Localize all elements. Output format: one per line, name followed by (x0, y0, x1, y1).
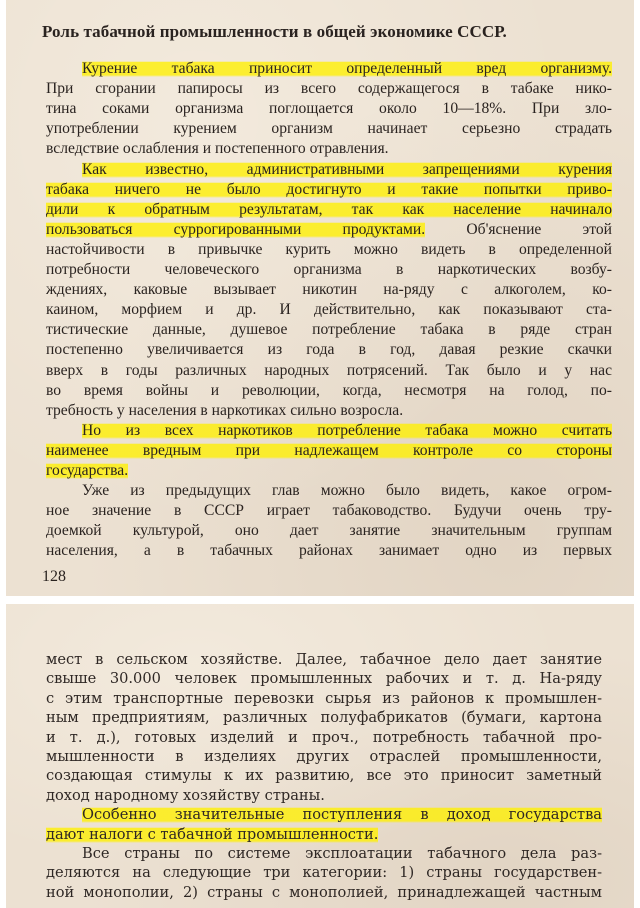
text-line (46, 844, 602, 864)
highlighted-text: Но из всех наркотиков потребление табака можно считать (82, 421, 612, 439)
highlighted-text: Особенно значительные поступления в доход государства (82, 806, 602, 824)
text-line (46, 80, 612, 98)
line-text: При сгорании папиросы из всего содержащегося в табаке нико- (46, 80, 612, 98)
line-text: вверх в годы различных народных потрясений. Так было и у нас (46, 361, 612, 379)
text-line (46, 650, 602, 670)
line-text: мышленности в изделиях других отраслей промышленности, (46, 748, 602, 765)
highlighted-text: дают налоги с табачной промышленности. (46, 825, 379, 843)
text-line (46, 382, 612, 400)
line-text: требность у населения в наркотиках сильно возросла. (46, 401, 404, 419)
text-line (46, 863, 602, 883)
line-text: мест в сельском хозяйстве. Далее, табачное дело дает занятие (46, 651, 602, 668)
text-line (46, 747, 602, 767)
line-text: Уже из предыдущих глав можно было видеть, какое огром- (82, 482, 612, 500)
text-line (46, 422, 612, 440)
line-text: ждениях, каковые вызывает никотин на-ряду с алкоголем, ко- (46, 281, 612, 299)
line-text: свыше 30.000 человек промышленных рабочих и т. д. На-ряду (46, 670, 602, 688)
text-line (46, 462, 612, 480)
text-line (46, 201, 612, 219)
section-heading: Роль табачной промышленности в общей экономике СССР. (42, 22, 507, 41)
book-page-bottom (6, 604, 634, 908)
text-line (46, 301, 612, 319)
line-text: ное значение в СССР играет табаководство. Будучи очень тру- (46, 502, 612, 520)
line-text: доход народному хозяйству страны. (46, 786, 325, 804)
text-line (46, 362, 612, 380)
text-line (46, 542, 612, 560)
line-text: деляются на следующие три категории: 1) страны государствен- (46, 864, 602, 882)
highlighted-text: табака ничего не было достигнуто и такие попытки приво- (46, 180, 612, 198)
line-text: тина соками организма поглощается около 10—18%. При зло- (46, 100, 612, 118)
text-line (46, 60, 612, 78)
line-text: доемкой культурой, оно дает занятие значительным группам (46, 522, 612, 540)
text-line (46, 883, 602, 903)
highlighted-text: Курение табака приносит определенный вред организму. (82, 60, 612, 77)
line-text: вследствие ослабления и постепенного отравления. (46, 140, 389, 158)
line-text: населения, а в табачных районах занимает одно из первых (46, 542, 612, 560)
text-line (46, 522, 612, 540)
text-line (46, 482, 612, 500)
line-text: во время войны и революции, когда, несмотря на голод, по- (46, 381, 612, 399)
text-line (46, 120, 612, 138)
highlighted-text: пользоваться суррогированными продуктами. (46, 220, 426, 238)
line-text: тистические данные, душевое потребление табака в ряде стран (46, 321, 612, 339)
text-line (46, 825, 602, 845)
book-page-top (6, 0, 634, 596)
line-text: употреблении курением организм начинает серьезно страдать (46, 120, 612, 138)
text-line (46, 261, 612, 279)
text-line (46, 805, 602, 825)
text-line (46, 161, 612, 179)
line-text: настойчивости в привычке курить можно видеть в определенной (46, 240, 612, 258)
highlighted-text: дили к обратным результатам, так как население начинало (46, 200, 612, 218)
line-text: Все страны по системе эксплоатации табачного дела раз- (82, 845, 602, 862)
text-line (46, 442, 612, 460)
text-line (46, 766, 602, 786)
text-line (46, 502, 612, 520)
line-text: ным предприятиям, различных полуфабрикатов (бумаги, картона (46, 709, 602, 727)
line-text: ной монополии, 2) страны с монополией, принадлежащей частным (46, 883, 602, 901)
text-line (46, 786, 602, 806)
line-text: и т. д.), готовых изделий и проч., потребность табачной про- (46, 728, 602, 746)
text-line (46, 402, 612, 420)
line-text: каином, морфием и др. И действительно, как показывают ста- (46, 301, 612, 319)
line-text: Об'яснение этой (425, 220, 613, 238)
highlighted-text: государства. (46, 462, 129, 479)
page-number: 128 (42, 568, 66, 585)
text-line (46, 241, 612, 259)
highlighted-text: Как известно, административными запрещениями курения (82, 160, 612, 178)
text-line (46, 140, 612, 158)
text-line (46, 669, 602, 689)
highlighted-text: наименее вредным при надлежащем контроле со стороны (46, 441, 612, 459)
text-line (46, 281, 612, 299)
line-text: с этим транспортные перевозки сырья из районов к промышлен- (46, 689, 602, 707)
text-line (46, 708, 602, 728)
text-line (46, 689, 602, 709)
text-line (46, 341, 612, 359)
text-line (46, 728, 602, 748)
line-text: потребности человеческого организма в наркотических возбу- (46, 261, 612, 278)
text-line (46, 321, 612, 339)
text-line (46, 100, 612, 118)
text-line (46, 221, 612, 239)
line-text: создающая стимулы к их развитию, все это приносит заметный (46, 767, 602, 785)
line-text: постепенно увеличивается из года в год, давая резкие скачки (46, 341, 612, 359)
text-line (46, 181, 612, 199)
